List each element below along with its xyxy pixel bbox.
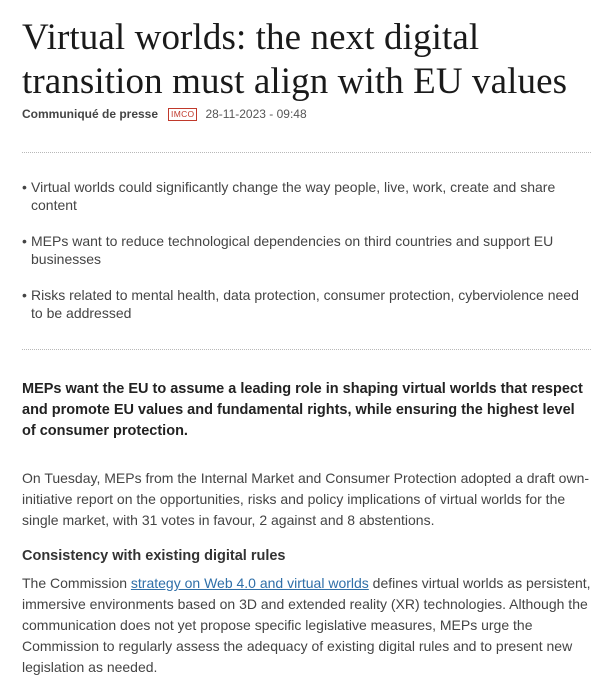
article-paragraph-2	[22, 573, 591, 678]
committee-badge[interactable]: IMCO	[168, 108, 197, 121]
highlight-item	[22, 286, 591, 322]
article-paragraph: On Tuesday, MEPs from the Internal Market and Consumer Protection adopted a draft own-initiative report on the opportunities, risks and policy implications of virtual worlds for the single market, with 31 votes in favour, 2 against and 8 abstentions.	[22, 470, 590, 528]
paragraph-text-after: defines virtual worlds as persistent, immersive environments based on 3D and extended reality (XR) technologies. Although the communication does not yet propose specific legislative measures, MEPs urge the Commission to regularly assess the adequacy of existing digital rules and to present new legislation as needed.	[22, 575, 591, 675]
highlights-list	[22, 178, 591, 322]
paragraph-text-before: The Commission	[22, 575, 131, 591]
section-heading: Consistency with existing digital rules	[22, 548, 286, 564]
article-type: Communiqué de presse	[22, 107, 159, 121]
highlight-text: Virtual worlds could significantly change the way people, live, work, create and share content	[31, 179, 556, 213]
highlight-text: MEPs want to reduce technological dependencies on third countries and support EU businesses	[31, 233, 554, 267]
divider-bottom	[22, 349, 591, 350]
article-date: 28-11-2023 - 09:48	[205, 107, 307, 121]
highlight-item	[22, 232, 591, 268]
article-meta	[22, 107, 591, 121]
highlight-item	[22, 178, 591, 214]
divider-top	[22, 152, 591, 153]
bullet-icon: •	[22, 287, 27, 303]
highlight-text: Risks related to mental health, data protection, consumer protection, cyberviolence need to be addressed	[31, 287, 579, 321]
article-lead: MEPs want the EU to assume a leading role in shaping virtual worlds that respect and promote EU values and fundamental rights, while ensuring the highest level of consumer protection.	[22, 381, 583, 439]
bullet-icon: •	[22, 233, 27, 249]
strategy-link[interactable]: strategy on Web 4.0 and virtual worlds	[130, 575, 369, 591]
bullet-icon: •	[22, 179, 27, 195]
article-title: Virtual worlds: the next digital transition must align with EU values	[22, 17, 568, 102]
